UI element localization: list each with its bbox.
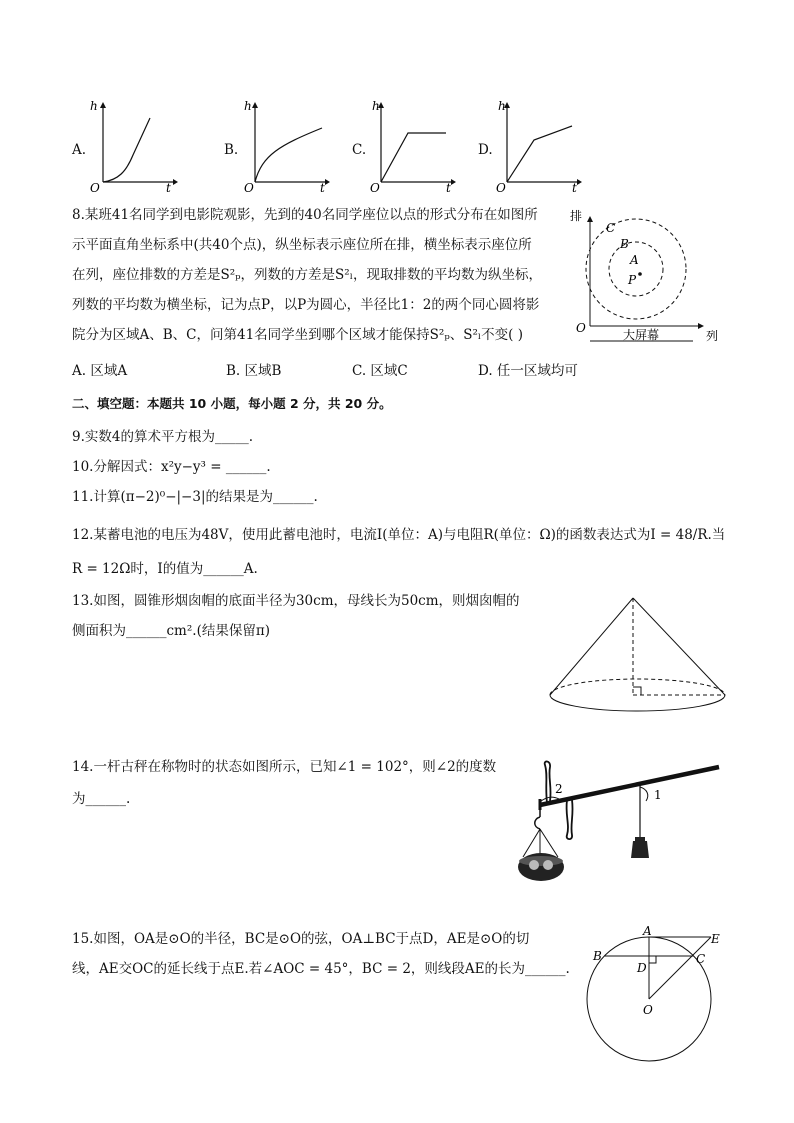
q7-b-h-label: h [244,99,252,113]
q7-b-o-label: O [244,181,254,195]
q15-circle-figure [585,925,725,1070]
q8-option-a: A. 区域A [72,363,128,379]
q8-line-3: 在列，座位排数的方差是S²ₚ，列数的方差是S²ₗ，现取排数的平均数为纵坐标， [72,267,542,283]
q8-x-axis-label: 列 [706,329,719,343]
q7-d-h-label: h [498,99,506,113]
q8-option-d: D. 任一区域均可 [478,363,578,379]
q15-point-c: C [696,952,706,966]
q8-y-axis-label: 排 [570,209,583,223]
q8-line-5: 院分为区域A、B、C，问第41名同学坐到哪个区域才能保持S²ₚ、S²ₗ不变( ) [72,327,523,343]
q7-c-h-label: h [372,99,380,113]
q8-origin-label: O [576,321,586,335]
question-10: 10.分解因式：x²y−y³ = ______. [72,459,271,475]
question-12-line-2: R = 12Ω时，I的值为______A. [72,561,258,577]
question-9: 9.实数4的算术平方根为_____. [72,429,254,445]
q7-d-t-label: t [572,181,577,195]
q14-steelyard-figure [515,755,720,890]
q8-option-c: C. 区域C [352,363,408,379]
q15-point-d: D [637,961,647,975]
q7-d-o-label: O [496,181,506,195]
q8-screen-label: 大屏幕 [623,328,660,342]
q7-option-b-label: B. [224,142,239,158]
question-11: 11.计算(π−2)⁰−|−3|的结果是为______. [72,489,318,505]
q7-a-o-label: O [90,181,100,195]
q7-graph-d [492,99,582,195]
q8-line-2: 示平面直角坐标系中(共40个点)，纵坐标表示座位所在排，横坐标表示座位所 [72,237,532,253]
q8-line-4: 列数的平均数为横坐标，记为点P，以P为圆心，半径比1：2的两个同心圆将影 [72,297,540,313]
q7-c-o-label: O [370,181,380,195]
q15-point-e: E [711,932,720,946]
q7-graph-c [366,99,456,195]
section-2-heading: 二、填空题：本题共 10 小题，每小题 2 分，共 20 分。 [72,396,392,411]
q8-region-c-label: C [606,221,616,235]
q7-b-t-label: t [320,181,325,195]
q7-option-c-label: C. [352,142,367,158]
q7-graph-b [240,99,330,195]
q15-point-a: A [643,924,652,938]
q14-angle-2-label: 2 [555,782,563,796]
q8-region-b-label: B [620,237,629,251]
q8-region-a-label: A [630,253,639,267]
q7-option-d-label: D. [478,142,493,158]
question-13-line-2: 侧面积为______cm².(结果保留π) [72,623,270,639]
q8-option-b: B. 区域B [226,363,282,379]
q15-point-b: B [593,949,602,963]
question-13-line-1: 13.如图，圆锥形烟囱帽的底面半径为30cm，母线长为50cm，则烟囱帽的 [72,593,520,609]
question-12-line-1: 12.某蓄电池的电压为48V，使用此蓄电池时，电流I(单位：A)与电阻R(单位：Ω)的函数表达式为I = 48/R.当 [72,527,726,543]
question-14-line-2: 为______. [72,791,131,807]
q7-c-t-label: t [446,181,451,195]
q14-angle-1-label: 1 [654,788,662,802]
q8-cinema-figure [568,204,728,354]
question-15-line-2: 线，AE交OC的延长线于点E.若∠AOC = 45°，BC = 2，则线段AE的长为______. [72,961,570,977]
q8-line-1: 8.某班41名同学到电影院观影，先到的40名同学座位以点的形式分布在如图所 [72,207,538,223]
q13-cone-figure [545,590,730,720]
q15-point-o: O [643,1003,653,1017]
question-15-line-1: 15.如图，OA是⊙O的半径，BC是⊙O的弦，OA⊥BC于点D，AE是⊙O的切 [72,931,530,947]
q7-a-t-label: t [166,181,171,195]
q7-a-h-label: h [90,99,98,113]
q8-point-p-label: P [628,273,637,287]
q7-graph-a [88,99,178,195]
question-14-line-1: 14.一杆古秤在称物时的状态如图所示，已知∠1 = 102°，则∠2的度数 [72,759,497,775]
q7-option-a-label: A. [72,142,87,158]
